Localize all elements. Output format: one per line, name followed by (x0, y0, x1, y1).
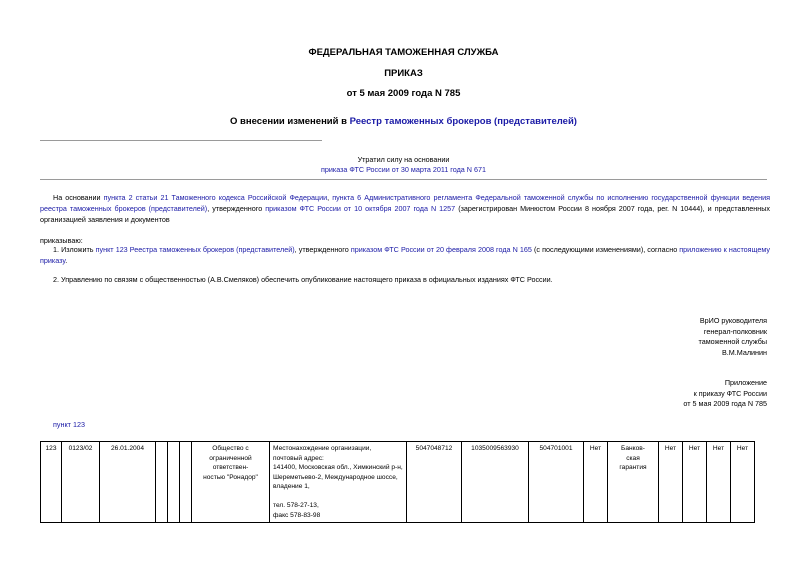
appendix-line-1: Приложение (724, 378, 767, 387)
order-1257-link[interactable]: приказом ФТС России от 10 октября 2007 года N 1257 (265, 204, 456, 213)
signature-block (699, 316, 767, 358)
intro-text-3: , утвержденного (207, 204, 266, 213)
org-line-3: ответствен- (212, 464, 249, 471)
addr-fax: факс 578-83-98 (273, 511, 321, 519)
item-1 (40, 244, 770, 266)
cell-ogrn: 1035009563930 (462, 442, 529, 523)
item1-text-2: , утвержденного (294, 245, 351, 254)
status-text: Утратил силу на основании (357, 155, 450, 164)
agency-name: ФЕДЕРАЛЬНАЯ ТАМОЖЕННАЯ СЛУЖБА (308, 47, 499, 58)
signature-line-1: ВрИО руководителя (699, 316, 767, 325)
guarantee-line-1: Банков- (621, 445, 645, 452)
registry-table (40, 441, 755, 523)
registry-title-link[interactable]: Реестр таможенных брокеров (представителей) (349, 116, 577, 127)
item1-text-1: 1. Изложить (53, 245, 96, 254)
customs-code-link[interactable]: пункта 2 статьи 21 Таможенного кодекса Российской Федерации (103, 193, 328, 202)
regulation-link[interactable]: пункта 6 Административного регламента Федеральной таможенной службы по исполнению государственной функции ведения реестра таможенных брокеров (представителей) (40, 193, 770, 213)
cell-empty-3 (180, 442, 192, 523)
addr-line-1: Местонахождение организации, (273, 445, 372, 452)
appendix-line-2: к приказу ФТС России (693, 388, 767, 398)
org-line-1: Общество с (212, 445, 249, 452)
document-type: ПРИКАЗ (384, 68, 423, 79)
intro-text-4: (зарегистрирован Минюстом России 8 ноября 2007 года, рег. N 10444), и представленных организацией заявления и документов (40, 204, 770, 224)
status-link-wrap (0, 164, 807, 175)
order-165-link[interactable]: приказом ФТС России от 20 февраля 2008 года N 165 (350, 245, 532, 254)
org-line-2: ограниченной (209, 454, 252, 462)
appendix-link[interactable]: приложению к настоящему приказу (40, 245, 770, 265)
addr-spacer (273, 492, 403, 502)
org-line-4: ностью "Ронадор" (203, 473, 258, 481)
addr-phone: тел. 578-27-13, (273, 502, 319, 509)
point-123-registry-link[interactable]: пункт 123 Реестра таможенных брокеров (представителей) (95, 245, 295, 254)
cell-net-4: Нет (707, 442, 731, 523)
cell-net-5: Нет (731, 442, 755, 523)
cell-empty-2 (168, 442, 180, 523)
guarantee-line-2: ская (626, 454, 640, 462)
addr-line-4: Шереметьево-2, Международное шоссе, (273, 473, 398, 481)
order-word: приказываю: (40, 236, 83, 245)
point-123-link[interactable]: пункт 123 (53, 420, 85, 429)
document-title (0, 116, 807, 127)
cell-guarantee (608, 442, 659, 523)
appendix-block (683, 378, 767, 410)
cell-date: 26.01.2004 (100, 442, 156, 523)
cell-net-2: Нет (659, 442, 683, 523)
addr-line-3: 141400, Московская обл., Химкинский р-н, (273, 464, 403, 471)
addr-line-5: владение 1, (273, 483, 310, 490)
intro-text-2: , (327, 193, 333, 202)
divider-bottom (40, 179, 767, 180)
signature-line-2: генерал-полковник (703, 326, 767, 336)
cell-kpp: 504701001 (529, 442, 584, 523)
cell-reg-number: 0123/02 (62, 442, 100, 523)
cell-inn: 5047048712 (407, 442, 462, 523)
cell-organization (192, 442, 270, 523)
item-2: 2. Управлению по связям с общественностью (А.В.Смеляков) обеспечить опубликование настоящего приказа в официальных изданиях ФТС России. (53, 275, 553, 284)
addr-line-2: почтовый адрес: (273, 454, 324, 462)
cell-address (270, 442, 407, 523)
intro-paragraph (40, 192, 770, 225)
title-prefix: О внесении изменений в (230, 116, 350, 127)
cell-net-3: Нет (683, 442, 707, 523)
document-date: от 5 мая 2009 года N 785 (346, 88, 461, 99)
cell-empty-1 (156, 442, 168, 523)
intro-text-1: На основании (53, 193, 104, 202)
cell-number: 123 (41, 442, 62, 523)
item1-text-3: (с последующими изменениями), согласно (531, 245, 680, 254)
item1-text-4: . (65, 256, 68, 265)
signature-name: В.М.Малинин (721, 347, 767, 357)
appendix-line-3: от 5 мая 2009 года N 785 (683, 399, 767, 408)
cell-net-1: Нет (584, 442, 608, 523)
divider-top (40, 140, 322, 141)
signature-line-3: таможенной службы (698, 337, 767, 346)
table-row (41, 442, 755, 523)
repeal-order-link[interactable]: приказа ФТС России от 30 марта 2011 года N 671 (321, 165, 486, 174)
guarantee-line-3: гарантия (619, 464, 647, 471)
